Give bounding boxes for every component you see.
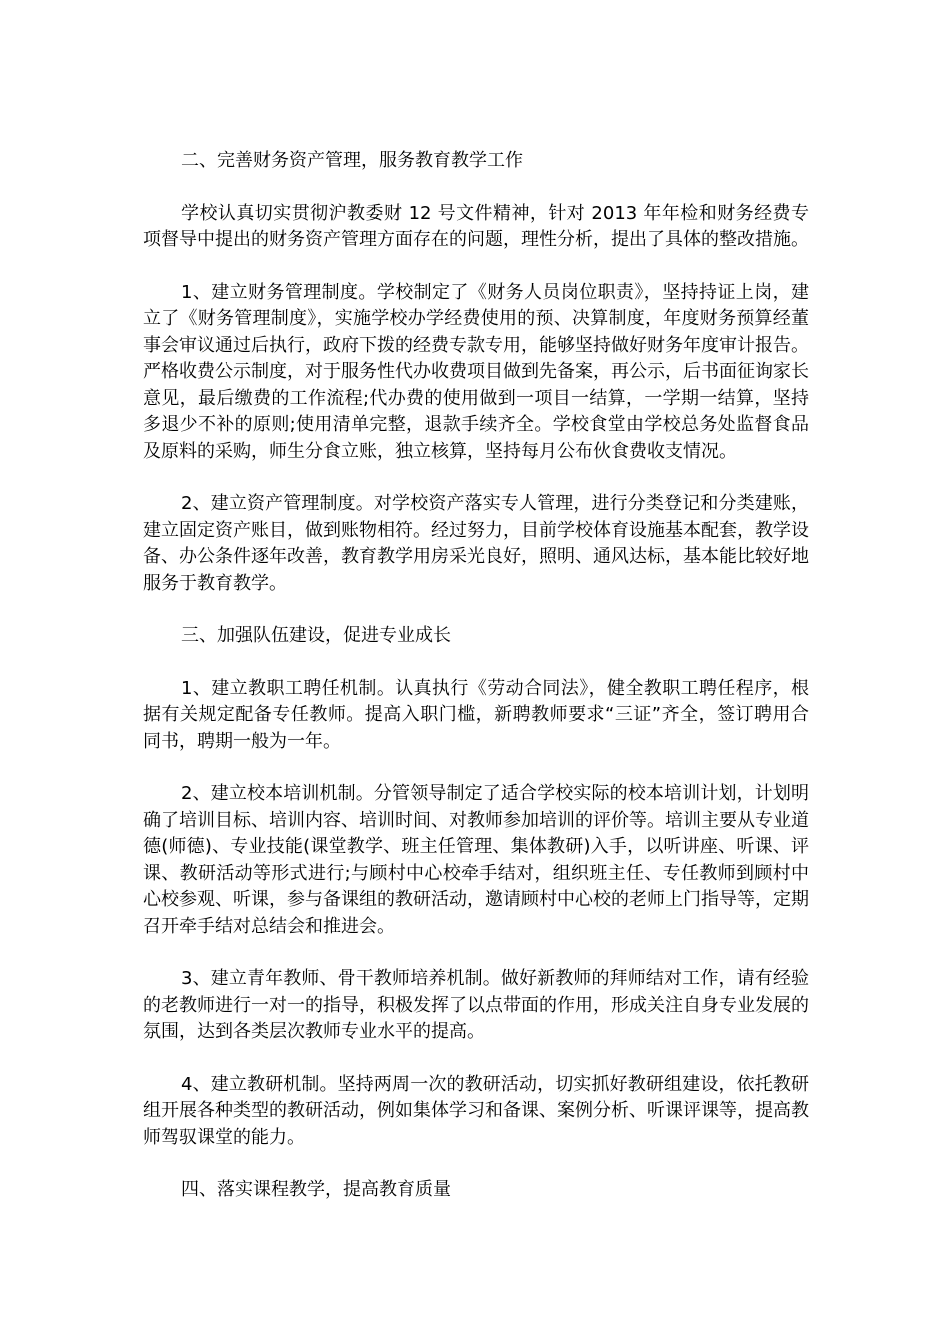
section-heading-finance-assets: 二、完善财务资产管理，服务教育教学工作 <box>181 150 523 171</box>
section-heading-staff: 三、加强队伍建设，促进专业成长 <box>181 625 451 646</box>
paragraph-finance-system: 1、建立财务管理制度。学校制定了《财务人员岗位职责》，坚持持证上岗，建立了《财务管理制度》，实施学校办学经费使用的预、决算制度，年度财务预算经董事会审议通过后执行，政府下拨的经费专款专用，能够坚持做好财务年度审计报告。严格收费公示制度，对于服务性代办收费项目做到先备案，再公示，后书面征询家长意见，最后缴费的工作流程;代办费的使用做到一项目一结算，一学期一结算，坚持多退少不补的原则;使用清单完整，退款手续齐全。学校食堂由学校总务处监督食品及原料的采购，师生分食立账，独立核算，坚持每月公布伙食费收支情况。 <box>143 281 809 462</box>
paragraph-training: 2、建立校本培训机制。分管领导制定了适合学校实际的校本培训计划，计划明确了培训目标、培训内容、培训时间、对教师参加培训的评价等。培训主要从专业道德(师德)、专业技能(课堂教学、班主任管理、集体教研)入手，以听讲座、听课、评课、教研活动等形式进行;与顾村中心校牵手结对，组织班主任、专任教师到顾村中心校参观、听课，参与备课组的教研活动，邀请顾村中心校的老师上门指导等，定期召开牵手结对总结会和推进会。 <box>143 783 809 937</box>
paragraph-intro: 学校认真切实贯彻沪教委财 12 号文件精神，针对 2013 年年检和财务经费专项督导中提出的财务资产管理方面存在的问题，理性分析，提出了具体的整改措施。 <box>143 202 809 250</box>
section-heading-curriculum: 四、落实课程教学，提高教育质量 <box>181 1179 451 1200</box>
document-body <box>143 148 809 1230</box>
paragraph-research: 4、建立教研机制。坚持两周一次的教研活动，切实抓好教研组建设，依托教研组开展各种类型的教研活动，例如集体学习和备课、案例分析、听课评课等，提高教师驾驭课堂的能力。 <box>143 1073 809 1148</box>
paragraph-mentoring: 3、建立青年教师、骨干教师培养机制。做好新教师的拜师结对工作，请有经验的老教师进行一对一的指导，积极发挥了以点带面的作用，形成关注自身专业发展的氛围，达到各类层次教师专业水平的提高。 <box>143 968 809 1042</box>
paragraph-hiring: 1、建立教职工聘任机制。认真执行《劳动合同法》，健全教职工聘任程序，根据有关规定配备专任教师。提高入职门槛，新聘教师要求“三证”齐全，签订聘用合同书，聘期一般为一年。 <box>143 677 809 752</box>
paragraph-asset-system: 2、建立资产管理制度。对学校资产落实专人管理，进行分类登记和分类建账，建立固定资产账目，做到账物相符。经过努力，目前学校体育设施基本配套，教学设备、办公条件逐年改善，教育教学用房采光良好，照明、通风达标，基本能比较好地服务于教育教学。 <box>143 493 809 594</box>
